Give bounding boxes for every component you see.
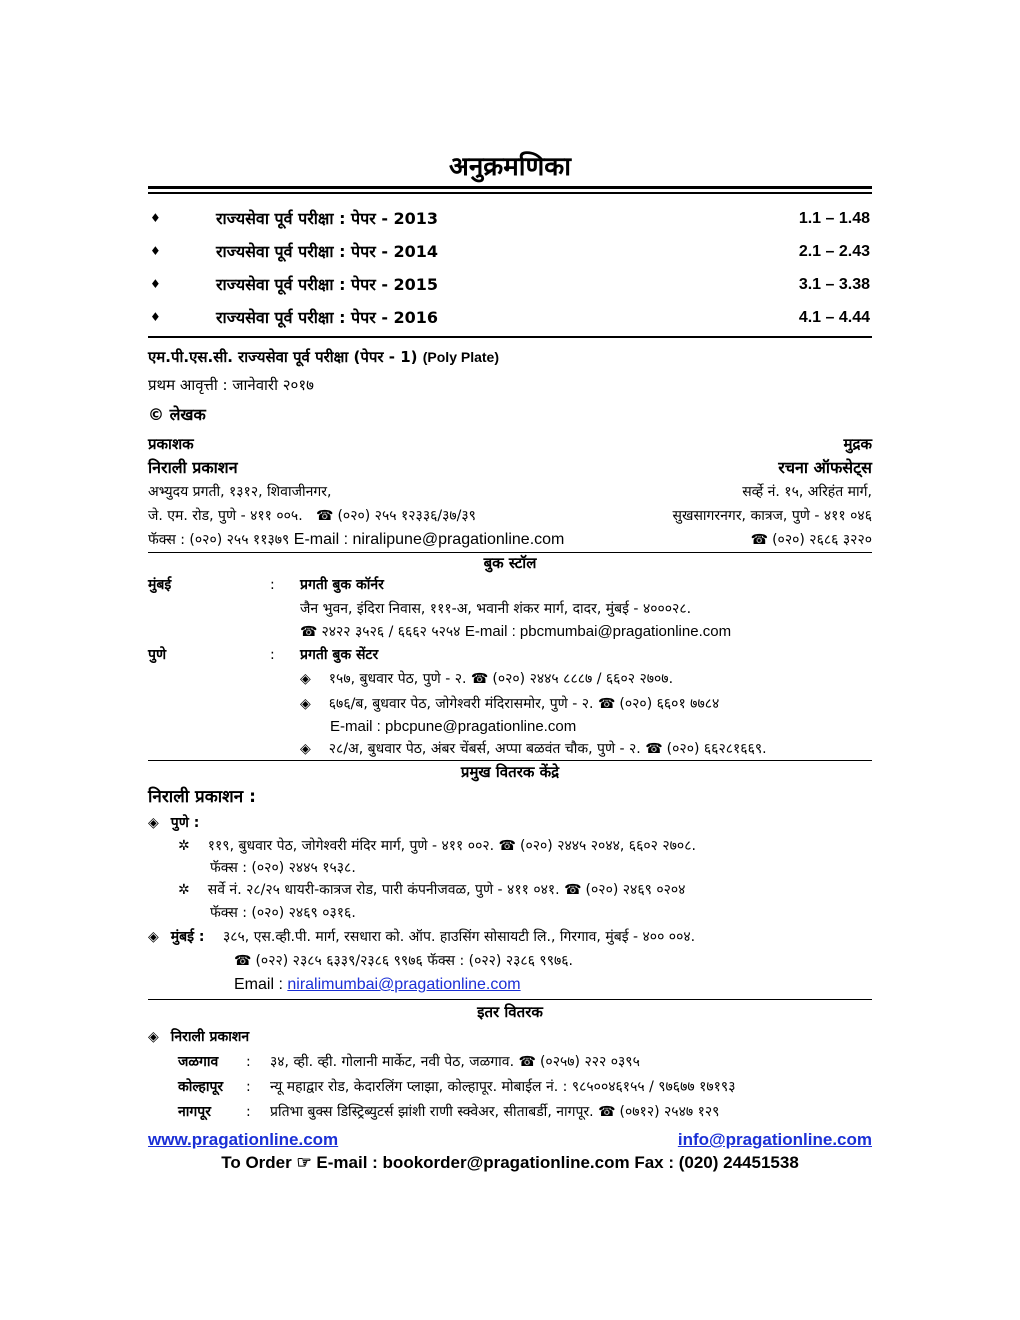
mumbai-email-link[interactable]: niralimumbai@pragationline.com (287, 976, 521, 993)
separator: : (246, 1104, 251, 1120)
pune-stall-phone: (०२०) ६६०१ ७७८४ (619, 696, 720, 712)
distribution-pune-address: सर्वे नं. २८/२५ धायरी-कात्रज रोड, पारी कंपनीजवळ, पुणे - ४११ ०४१. (207, 882, 560, 898)
distribution-pune-address: ११९, बुधवार पेठ, जोगेश्वरी मंदिर मार्ग, पुणे - ४११ ००२. (207, 838, 495, 854)
distribution-heading: प्रमुख वितरक केंद्रे (460, 763, 560, 781)
distribution-mumbai-row (148, 925, 872, 949)
publisher-heading: प्रकाशक (148, 435, 194, 453)
printer-address-2: सुखसागरनगर, कात्रज, पुणे - ४११ ०४६ (672, 508, 872, 524)
phone-icon: ☎ (518, 1054, 536, 1070)
other-address-line (270, 1100, 719, 1125)
other-distributors-heading: इतर वितरक (477, 1003, 543, 1021)
pune-stall-address: २८/अ, बुधवार पेठ, अंबर चेंबर्स, अप्पा बळवंत चौक, पुणे - २. (328, 741, 641, 757)
distribution-mumbai-label: मुंबई : (170, 929, 205, 945)
separator: : (246, 1054, 251, 1070)
distribution-mumbai-email-label: Email : (234, 976, 283, 993)
distribution-pune-item (148, 879, 872, 901)
toc-pages: 1.1 – 1.48 (798, 210, 870, 227)
title-rule-2 (148, 192, 872, 194)
info-email-link[interactable]: info@pragationline.com (677, 1130, 872, 1149)
distribution-mumbai-phone-row (148, 949, 872, 973)
toc-item (148, 301, 872, 334)
diamond-bullet-icon: ♦ (150, 244, 161, 258)
pune-stall-row (148, 643, 872, 667)
toc-label: राज्यसेवा पूर्व परीक्षा : पेपर - 2015 (216, 275, 439, 294)
pune-stall-address: १५७, बुधवार पेठ, पुणे - २. (328, 671, 467, 687)
other-city: जळगाव (178, 1054, 219, 1070)
distribution-mumbai-phone: (०२२) २३८५ ६३३९/२३८६ ९९७६ फॅक्स : (०२२) २३८६ ९९७६. (255, 953, 573, 969)
toc-item (148, 235, 872, 268)
distribution-pune-phone: (०२०) २४४५ २०४४, ६६०२ २७०८. (519, 838, 696, 854)
mumbai-stall-email: E-mail : pbcmumbai@pragationline.com (464, 623, 732, 640)
other-address-line (270, 1050, 640, 1075)
pune-stall-address: ६७६/ब, बुधवार पेठ, जोगेश्वरी मंदिरासमोर, पुणे - २. (328, 696, 594, 712)
other-phone: (०७१२) २५४७ १२९ (619, 1104, 720, 1120)
distribution-pune-fax: फॅक्स : (०२०) २४४५ १५३८. (210, 860, 356, 876)
toc-list (148, 202, 872, 334)
pune-stall-email: E-mail : pbcpune@pragationline.com (330, 718, 577, 735)
other-phone: (०२५७) २२२ ०३९५ (539, 1054, 640, 1070)
pune-stall-item (148, 667, 872, 692)
copyright: © लेखक (148, 405, 206, 424)
phone-icon: ☎ (300, 624, 318, 640)
book-stall-heading: बुक स्टॉल (483, 554, 537, 572)
page (148, 150, 872, 1175)
distribution-pune-phone: (०२०) २४६९ ०२०४ (585, 882, 686, 898)
other-publisher-row (148, 1024, 872, 1050)
publisher-address-1: अभ्युदय प्रगती, १३१२, शिवाजीनगर, (148, 484, 332, 500)
mumbai-stall-address: जैन भुवन, इंदिरा निवास, १११-अ, भवानी शंकर मार्ग, दादर, मुंबई - ४०००२८. (300, 601, 692, 617)
other-city: कोल्हापूर (178, 1079, 224, 1095)
page-title: अनुक्रमणिका (448, 152, 572, 182)
pune-stall-phone: (०२०) ६६२८१६६९. (666, 741, 767, 757)
fax-email-row (148, 528, 872, 552)
printer-phone: (०२०) २६८६ ३२२० (772, 532, 872, 548)
other-distributor-row (148, 1075, 872, 1100)
other-address: ३४, व्ही. व्ही. गोलानी मार्केट, नवी पेठ, जळगाव. (270, 1054, 515, 1070)
website-link[interactable]: www.pragationline.com (148, 1130, 339, 1149)
publisher-contact-line (148, 528, 564, 552)
distribution-pune-label-row (148, 811, 872, 835)
publisher-printer-name-row (148, 456, 872, 480)
toc-label: राज्यसेवा पूर्व परीक्षा : पेपर - 2014 (216, 242, 439, 261)
phone-icon: ☎ (316, 508, 334, 524)
diamond-bullet-icon: ♦ (150, 310, 161, 324)
mumbai-stall-shop: प्रगती बुक कॉर्नर (300, 577, 384, 593)
publisher-printer-heading-row (148, 432, 872, 456)
printer-name: रचना ऑफसेट्स (778, 458, 872, 477)
order-line: To Order ☞ E-mail : bookorder@pragationline.com Fax : (020) 24451538 (221, 1153, 799, 1172)
diamond-icon: ◈ (148, 929, 159, 945)
phone-icon: ☎ (498, 838, 516, 854)
asterisk-icon: ✲ (178, 838, 190, 854)
book-binding: (Poly Plate) (422, 349, 499, 365)
diamond-icon: ◈ (300, 696, 311, 712)
distribution-pune-label: पुणे : (170, 815, 200, 831)
diamond-bullet-icon: ♦ (150, 277, 161, 291)
distribution-mumbai-address: ३८५, एस.व्ही.पी. मार्ग, रसधारा को. ऑप. हाउसिंग सोसायटी लि., गिरगाव, मुंबई - ४०० ००४. (222, 929, 696, 945)
publisher-name: निराली प्रकाशन (148, 458, 238, 477)
other-address: न्यू महाद्वार रोड, केदारलिंग प्लाझा, कोल्हापूर. मोबाईल नं. : ९८५००४६१५५ / ९७६७७ १७१९३ (270, 1079, 736, 1095)
title-rule (148, 186, 872, 189)
printer-address-1: सर्व्हे नं. १५, अरिहंत मार्ग, (742, 484, 872, 500)
phone-icon: ☎ (597, 696, 616, 712)
diamond-icon: ◈ (148, 815, 159, 831)
footer-links (148, 1129, 872, 1151)
phone-icon: ☎ (234, 953, 252, 969)
toc-pages: 2.1 – 2.43 (798, 243, 870, 260)
toc-pages: 4.1 – 4.44 (798, 309, 870, 326)
address1-row (148, 480, 872, 504)
distribution-pune-fax: फॅक्स : (०२०) २४६९ ०३१६. (210, 905, 356, 921)
separator: : (270, 577, 275, 593)
toc-bottom-rule (148, 336, 872, 338)
publisher-address-2: जे. एम. रोड, पुणे - ४११ ००५. (148, 508, 303, 524)
address2-row (148, 504, 872, 528)
other-distributor-row (148, 1100, 872, 1125)
distribution-mumbai-email-row (148, 973, 872, 997)
mumbai-stall-phone: २४२२ ३५२६ / ६६६२ ५२५४ (321, 624, 461, 640)
pune-stall-shop: प्रगती बुक सेंटर (300, 647, 379, 663)
other-publisher-name: निराली प्रकाशन (170, 1029, 250, 1045)
separator: : (246, 1079, 251, 1095)
toc-pages: 3.1 – 3.38 (798, 276, 870, 293)
toc-item (148, 202, 872, 235)
printer-phone-line (751, 528, 872, 552)
other-city: नागपूर (178, 1104, 211, 1120)
mumbai-stall-row (148, 573, 872, 597)
toc-label: राज्यसेवा पूर्व परीक्षा : पेपर - 2016 (216, 308, 439, 327)
book-name-line (148, 344, 872, 370)
diamond-icon: ◈ (148, 1029, 159, 1045)
diamond-icon: ◈ (300, 671, 311, 687)
phone-icon: ☎ (750, 532, 769, 548)
pune-stall-phone: (०२०) २४४५ ८८८७ / ६६०२ २७०७. (492, 671, 674, 687)
edition: प्रथम आवृत्ती : जानेवारी २०१७ (148, 376, 314, 394)
publisher-phone: (०२०) २५५ १२३३६/३७/३९ (337, 508, 476, 524)
phone-icon: ☎ (564, 882, 582, 898)
printer-heading: मुद्रक (843, 435, 872, 453)
toc-label: राज्यसेवा पूर्व परीक्षा : पेपर - 2013 (216, 209, 439, 228)
phone-icon: ☎ (470, 671, 489, 687)
distribution-publisher-name: निराली प्रकाशन : (148, 787, 256, 807)
other-distributor-row (148, 1050, 872, 1075)
pune-stall-item (148, 692, 872, 716)
mumbai-stall-city: मुंबई (148, 577, 172, 593)
publisher-address-2-line (148, 504, 476, 528)
diamond-icon: ◈ (300, 741, 311, 757)
distribution-pune-item (148, 835, 872, 857)
book-name: एम.पी.एस.सी. राज्यसेवा पूर्व परीक्षा (पेपर - 1) (148, 348, 418, 366)
phone-icon: ☎ (645, 741, 663, 757)
asterisk-icon: ✲ (178, 882, 190, 898)
publisher-email: E-mail : niralipune@pragationline.com (293, 531, 565, 548)
publisher-fax: फॅक्स : (०२०) २५५ ११३७९ (148, 532, 290, 548)
mumbai-stall-contact (148, 621, 872, 643)
phone-icon: ☎ (598, 1104, 616, 1120)
pune-stall-item (148, 738, 872, 760)
separator: : (270, 647, 275, 663)
pune-stall-city: पुणे (148, 647, 167, 663)
other-address: प्रतिभा बुक्स डिस्ट्रिब्युटर्स झांशी राणी स्क्वेअर, सीताबर्डी, नागपूर. (270, 1104, 594, 1120)
diamond-bullet-icon: ♦ (150, 211, 161, 225)
toc-item (148, 268, 872, 301)
